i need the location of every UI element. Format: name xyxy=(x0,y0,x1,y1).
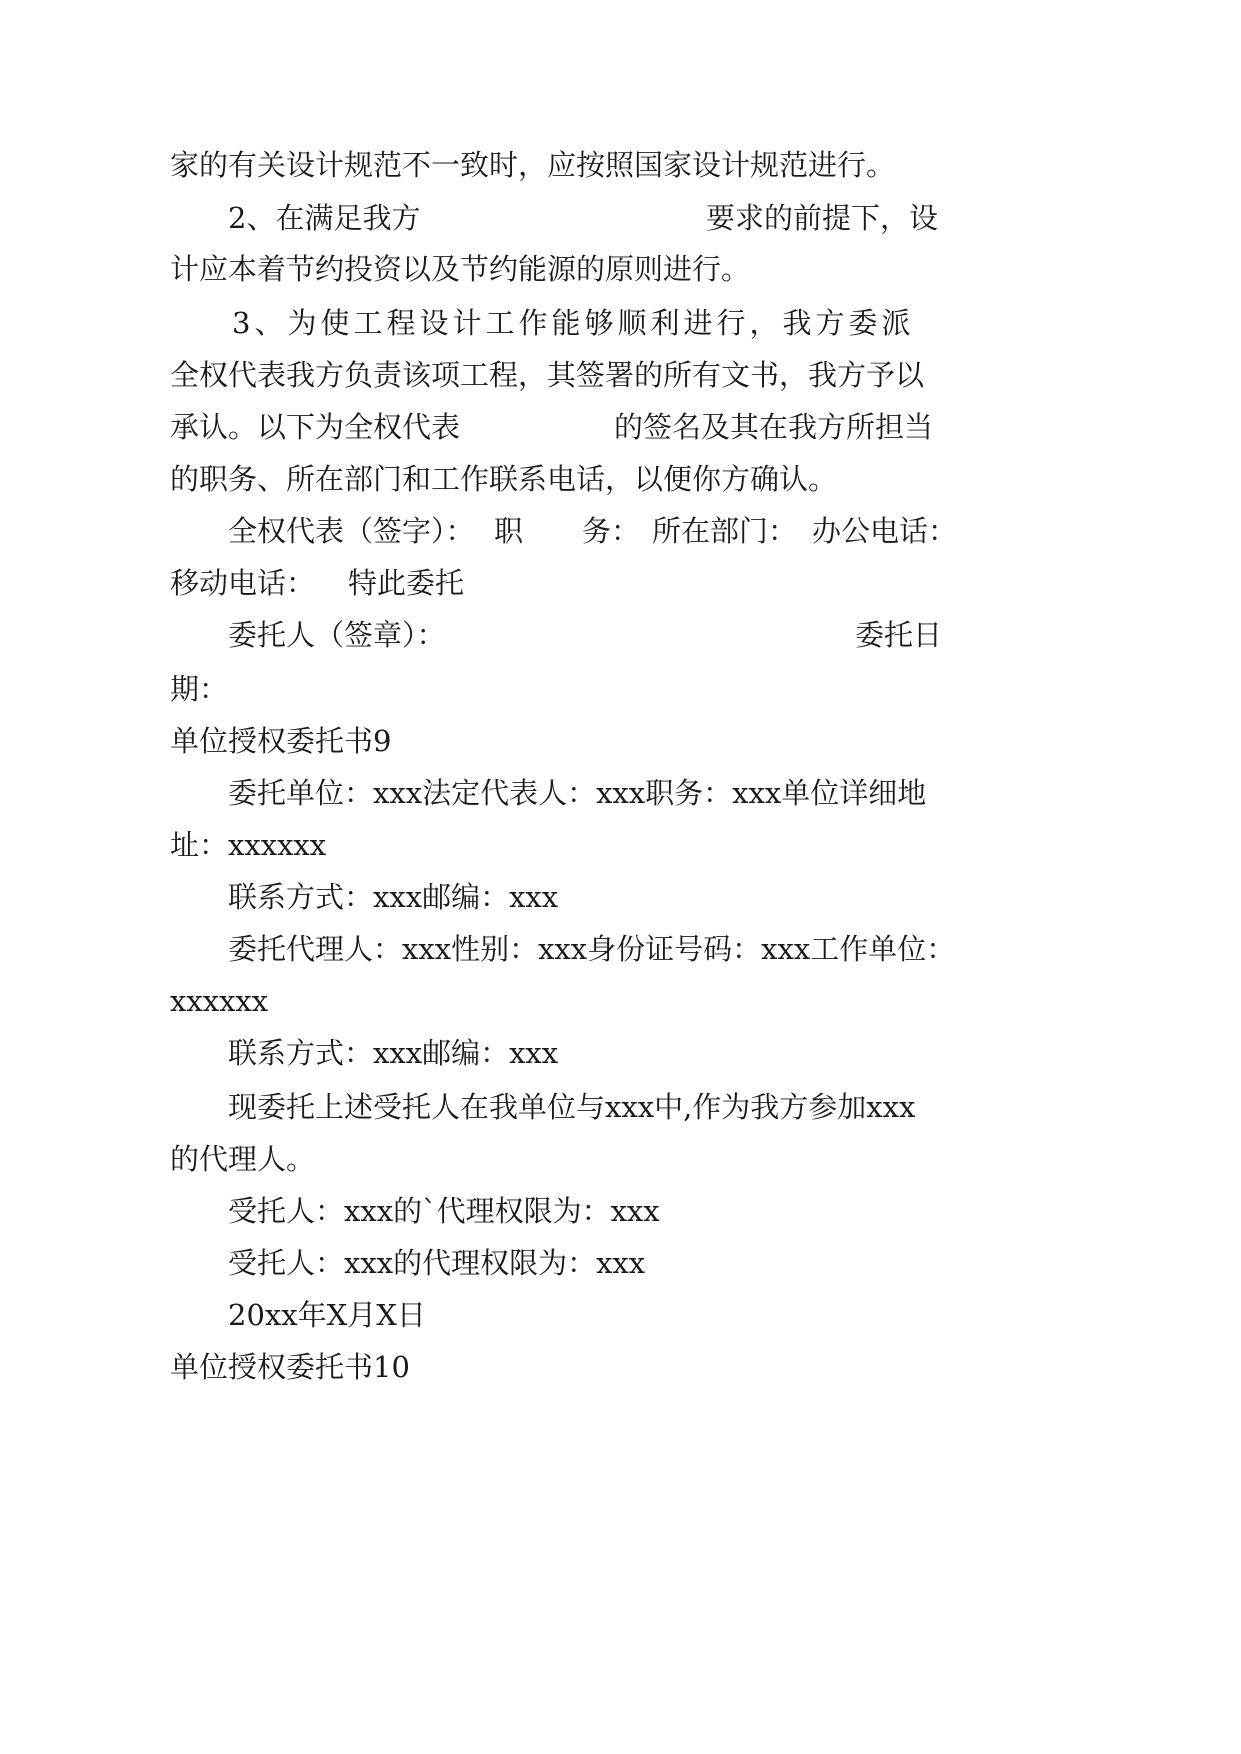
text-segment: 计应本着节约投资以及节约能源的原则进行。 xyxy=(170,252,751,286)
text-segment: 移动电话： xyxy=(170,566,316,600)
text-segment: 受托人：xxx的代理权限为：xxx xyxy=(228,1246,646,1280)
text-segment: 承认。以下为全权代表 xyxy=(170,410,461,444)
text-segment: 所在部门： xyxy=(652,514,798,548)
text-segment: xxxxxx xyxy=(170,984,269,1018)
text-segment: 家的有关设计规范不一致时，应按照国家设计规范进行。 xyxy=(170,148,896,182)
text-segment: 的签名及其在我方所担当 xyxy=(614,410,934,444)
text-segment: 单位授权委托书9 xyxy=(170,724,392,758)
text-segment: 特此委托 xyxy=(348,566,465,600)
text-segment: 委托人（签章）： xyxy=(228,618,446,652)
text-segment: 联系方式：xxx邮编：xxx xyxy=(228,1036,559,1070)
text-segment: 3、为使工程设计工作能够顺利进行，我方委派 xyxy=(232,306,915,340)
text-segment: 全权代表（签字）： xyxy=(228,514,475,548)
text-segment: 2、在满足我方 xyxy=(228,201,421,235)
text-segment: 办公电话： xyxy=(812,514,958,548)
text-segment: 职 xyxy=(494,514,524,548)
text-segment: 受托人：xxx的`代理权限为：xxx xyxy=(228,1194,660,1228)
text-segment: 要求的前提下，设 xyxy=(706,201,939,235)
text-segment: 的代理人。 xyxy=(170,1142,316,1176)
text-segment: 址：xxxxxx xyxy=(170,828,327,862)
text-segment: 现委托上述受托人在我单位与xxx中,作为我方参加xxx xyxy=(228,1090,916,1124)
text-segment: 单位授权委托书10 xyxy=(170,1350,410,1384)
text-segment: 委托代理人：xxx性别：xxx身份证号码：xxx工作单位： xyxy=(228,932,956,966)
text-segment: 联系方式：xxx邮编：xxx xyxy=(228,880,559,914)
text-segment: 委托单位：xxx法定代表人：xxx职务：xxx单位详细地 xyxy=(228,776,927,810)
text-segment: 20xx年X月X日 xyxy=(228,1298,426,1332)
text-segment: 务： xyxy=(582,514,641,548)
text-segment: 全权代表我方负责该项工程，其签署的所有文书，我方予以 xyxy=(170,358,925,392)
text-segment: 委托日 xyxy=(855,618,943,652)
text-segment: 期： xyxy=(170,672,229,706)
text-segment: 的职务、所在部门和工作联系电话，以便你方确认。 xyxy=(170,462,838,496)
